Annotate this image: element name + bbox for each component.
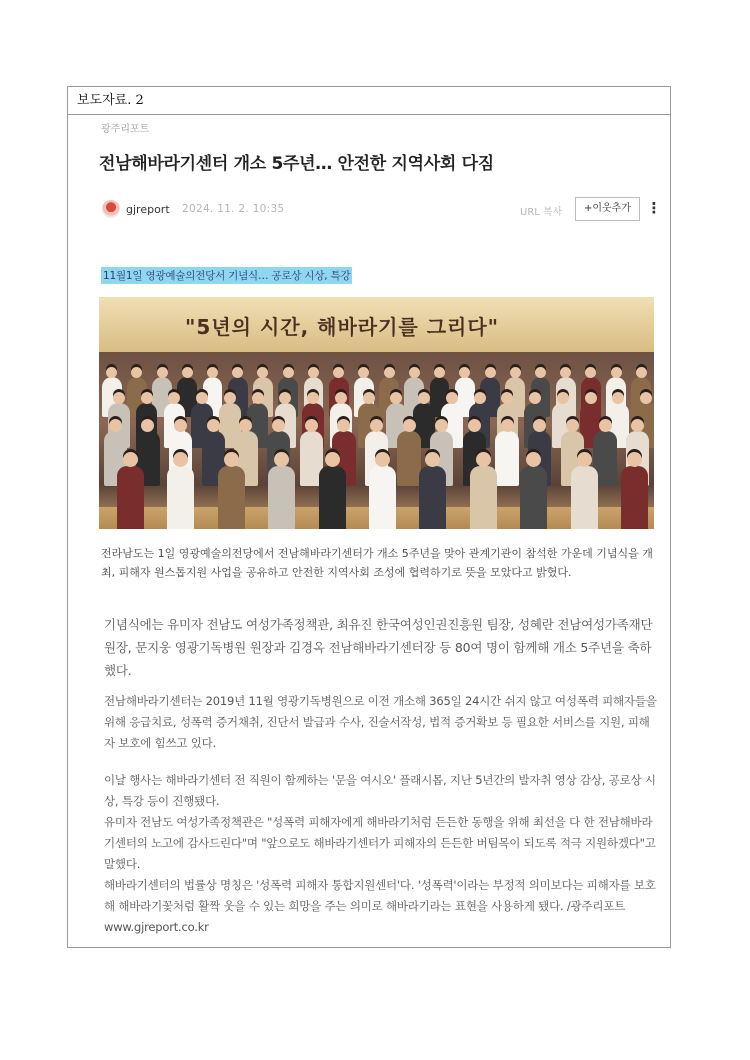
person-head [224,392,236,404]
person-head [585,392,597,404]
photo-banner-title: "5년의 시간, 해바라기를 그리다" [185,315,500,339]
person-head [272,419,285,432]
person-head [308,367,319,378]
paragraph-group [104,770,660,938]
person-head [375,452,390,467]
person-body [520,466,547,530]
group-photo [99,297,654,529]
person-body [369,466,396,530]
section-name[interactable]: 광주리포트 [101,124,150,135]
more-options-icon[interactable]: ⋮ [646,199,662,217]
person-head [434,367,445,378]
document-label: 보도자료. 2 [68,87,670,115]
person-head [599,419,612,432]
person-body [117,466,144,530]
article-headline: 전남해바라기센터 개소 5주년… 안전한 지역사회 다짐 [99,154,494,174]
paragraph-4: 유미자 전남도 여성가족정책관은 "성폭력 피해자에게 해바라기처럼 든든한 동행을 위해 최선을 다 한 전남해바라기센터의 노고에 감사드린다"며 "앞으로도 해바라기센터가 피해자의 든든한 버팀목이 되도록 적극 지원하겠다"고 말했다. [104,815,656,871]
avatar[interactable] [102,200,120,218]
person-head [224,452,239,467]
person-head [474,392,486,404]
photo-banner [99,297,654,352]
person-head [535,367,546,378]
paragraph-2: 전남해바라기센터는 2019년 11월 영광기독병원으로 이전 개소해 365일 24시간 쉬지 않고 여성폭력 피해자들을 위해 응급치료, 성폭력 증거채취, 진단서 발급과 수사, 진술서작성, 법적 증거확보 등 필요한 서비스를 지원, 피해자 보호에 힘쓰고 있다. [104,694,657,750]
person-head [325,452,340,467]
person-head [113,392,125,404]
follow-button[interactable]: +이웃추가 [575,197,640,221]
person-head [510,367,521,378]
person-head [611,367,622,378]
person-head [207,367,218,378]
person-head [384,367,395,378]
person-head [335,392,347,404]
byline [98,197,664,223]
person-head [468,419,481,432]
person-head [577,452,592,467]
person-body [470,466,497,530]
document-frame [67,86,671,948]
person-head [363,392,375,404]
person-head [476,452,491,467]
person-head [157,367,168,378]
person-head [566,419,579,432]
paragraph-1: 기념식에는 유미자 전남도 여성가족정책관, 최유진 한국여성인권진흥원 팀장, 성혜란 전남여성가족재단 원장, 문지웅 영광기독병원 원장과 김경옥 전남해바라기센터장 등 80여 명이 함께해 개소 5주년을 축하했다. [104,617,653,678]
person-body [495,431,518,486]
person-head [501,419,514,432]
person-body [319,466,346,530]
person-head [557,392,569,404]
person-head [485,367,496,378]
person-head [274,452,289,467]
person-head [207,419,220,432]
person-body [571,466,598,530]
person-body [268,466,295,530]
person-body [621,466,648,530]
person-head [283,367,294,378]
person-head [305,419,318,432]
person-head [636,367,647,378]
person-body [167,466,194,530]
person-head [409,367,420,378]
publish-date: 2024. 11. 2. 10:35 [182,203,285,215]
person-head [141,392,153,404]
person-body [419,466,446,530]
paragraph-5: 해바라기센터의 법률상 명칭은 '성폭력 피해자 통합지원센터'다. '성폭력'이라는 부정적 의미보다는 피해자를 보호해 해바라기꽃처럼 활짝 웃을 수 있는 희망을 주는 의미로 해바라기라는 표현을 사용하게 됐다. /광주리포트 www.gjreport.co.kr [104,878,656,934]
photo-subtitle: 11월1일 영광예술의전당서 기념식… 공로상 시상, 특강 [101,267,352,284]
author-name[interactable]: gjreport [126,203,170,216]
person-head [182,367,193,378]
paragraph-3: 이날 행사는 해바라기센터 전 직원이 함께하는 '문을 여시오' 플래시몹, 지난 5년간의 발자취 영상 감상, 공로상 시상, 특강 등이 진행됐다. [104,773,656,808]
person-body [397,431,420,486]
person-head [370,419,383,432]
person-head [109,419,122,432]
person-head [252,392,264,404]
person-head [403,419,416,432]
person-head [446,392,458,404]
photo-caption: 전라남도는 1일 영광예술의전당에서 전남해바라기센터가 개소 5주년을 맞아 관계기관이 참석한 가운데 기념식을 개최, 피해자 원스톱지원 사업을 공유하고 안전한 지역사회 조성에 협력하기로 뜻을 모았다고 밝혔다. [101,547,653,579]
copy-url-button[interactable]: URL 복사 [520,207,563,218]
person-head [123,452,138,467]
person-body [218,466,245,530]
